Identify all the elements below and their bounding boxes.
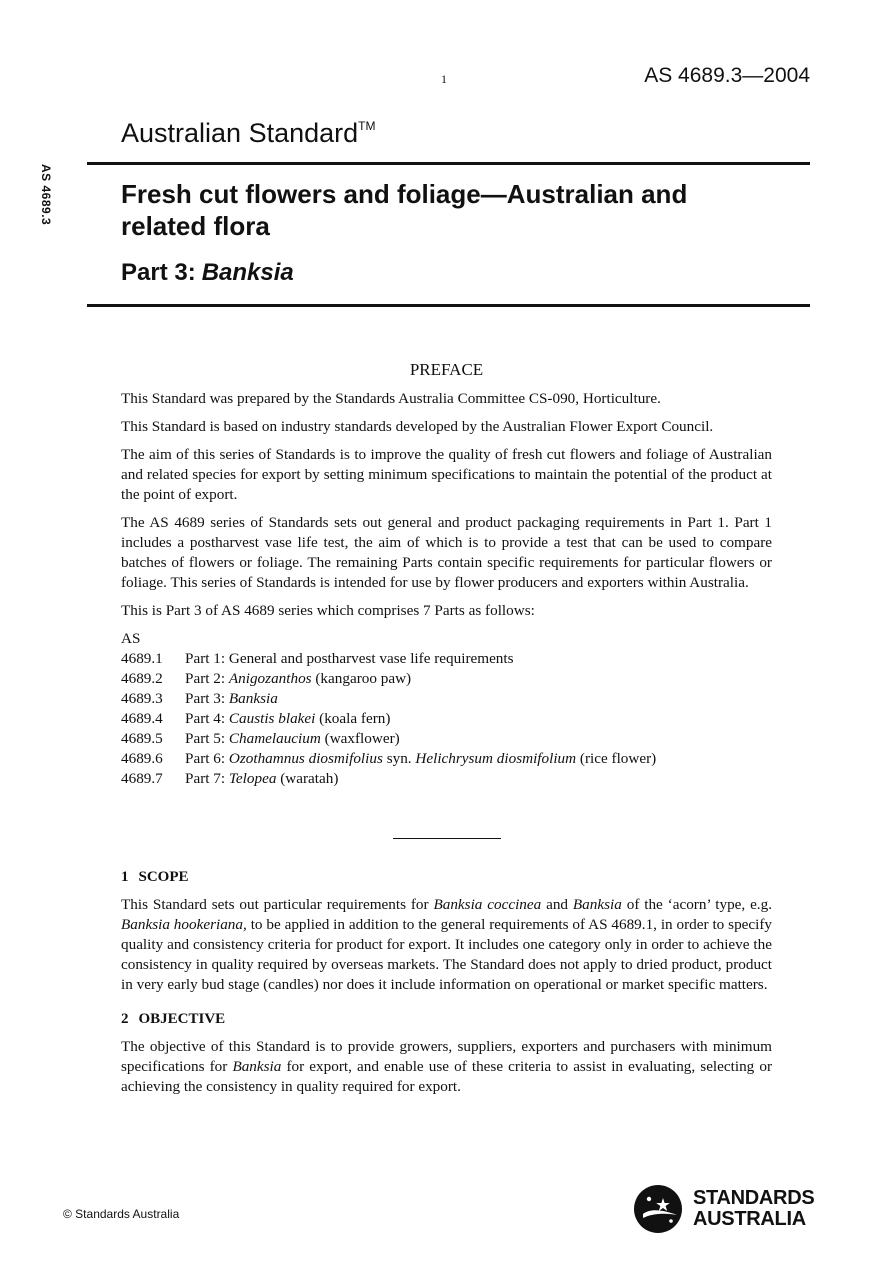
standard-label-text: Australian Standard	[121, 118, 359, 148]
part-title	[121, 259, 294, 287]
side-tab-doc-id: AS 4689.3	[39, 164, 53, 226]
footer-copyright: © Standards Australia	[63, 1207, 180, 1221]
section-title: SCOPE	[138, 869, 189, 885]
preface-heading: PREFACE	[409, 360, 484, 379]
part-description: Part 6: Ozothamnus diosmifolius syn. Helichrysum diosmifolium (rice flower)	[185, 750, 657, 767]
part-number: 4689.2	[121, 670, 163, 687]
parts-list-item	[121, 729, 772, 749]
preface-paragraph-2: This Standard is based on industry standards developed by the Australian Flower Export Council.	[121, 418, 714, 435]
part-number: 4689.3	[121, 690, 163, 707]
document-title	[121, 178, 801, 242]
scope-heading	[121, 867, 772, 887]
preface-paragraph-3: The aim of this series of Standards is to improve the quality of fresh cut flowers and foliage of Australian and related species for export by setting minimum specifications to maintain the potential of the product at the point of export.	[121, 446, 772, 503]
objective-heading	[121, 1009, 772, 1029]
standard-label	[121, 118, 375, 149]
title-rule-top	[87, 162, 810, 165]
part-prefix: Part 3:	[121, 259, 196, 286]
preface-paragraph-5: This is Part 3 of AS 4689 series which comprises 7 Parts as follows:	[121, 602, 535, 619]
scope-paragraph: This Standard sets out particular requirements for Banksia coccinea and Banksia of the ‘acorn’ type, e.g. Banksia hookeriana, to be applied in addition to the general requirements of AS 4689.1, in order to specify quality and consistency criteria for product for export. It includes one category only in order to achieve the consistency in quality required by overseas markets. The Standard does not apply to dried product, product in very early bud stage (candles) nor does it include information on operational or market specific matters.	[121, 896, 773, 993]
title-rule-bottom	[87, 304, 810, 307]
parts-list-item	[121, 669, 772, 689]
page-number: 1	[441, 72, 447, 86]
section-title: OBJECTIVE	[138, 1011, 226, 1027]
part-number: 4689.5	[121, 730, 163, 747]
part-number: 4689.4	[121, 710, 163, 727]
title-line-1: Fresh cut flowers and foliage—Australian and	[121, 179, 688, 209]
preface-paragraph-4: The AS 4689 series of Standards sets out general and product packaging requirements in Part 1. Part 1 includes a postharvest vase life test, the aim of which is to provide a test that can be used to compare batches of flowers or foliage. The remaining Parts contain specific requirements for particular flowers or foliage. This series of Standards is intended for use by flower producers and exporters within Australia.	[121, 514, 772, 591]
part-description: Part 4: Caustis blakei (koala fern)	[185, 710, 391, 727]
part-description: Part 5: Chamelaucium (waxflower)	[185, 730, 400, 747]
preface-paragraph-1: This Standard was prepared by the Standards Australia Committee CS-090, Horticulture.	[121, 390, 661, 407]
title-line-2: related flora	[121, 211, 270, 241]
trademark-mark: TM	[358, 119, 376, 133]
document-body	[121, 360, 772, 1105]
part-description: Part 3: Banksia	[185, 690, 278, 707]
section-number: 2	[121, 1011, 129, 1027]
objective-paragraph: The objective of this Standard is to provide growers, suppliers, exporters and purchasers with minimum specifications for Banksia for export, and enable use of these criteria to assist in evaluating, selecting or achieving the consistency in quality required for export.	[121, 1038, 773, 1095]
parts-list-item	[121, 689, 772, 709]
parts-list-item	[121, 649, 772, 669]
part-description: Part 2: Anigozanthos (kangaroo paw)	[185, 670, 412, 687]
logo-line-2: AUSTRALIA	[693, 1208, 806, 1230]
section-number: 1	[121, 869, 129, 885]
parts-list-item	[121, 749, 772, 769]
star-logo-icon	[633, 1184, 683, 1234]
part-description: Part 1: General and postharvest vase life requirements	[185, 650, 514, 667]
parts-list-header: AS	[121, 630, 141, 647]
section-divider	[393, 838, 501, 839]
part-number: 4689.7	[121, 770, 163, 787]
document-id: AS 4689.3—2004	[644, 64, 810, 87]
parts-list-item	[121, 769, 772, 789]
parts-list-item	[121, 709, 772, 729]
part-name: Banksia	[201, 259, 294, 286]
logo-line-1: STANDARDS	[693, 1187, 815, 1209]
part-number: 4689.6	[121, 750, 163, 767]
parts-list	[121, 629, 772, 789]
part-description: Part 7: Telopea (waratah)	[185, 770, 339, 787]
logo-wordmark	[693, 1188, 814, 1230]
standards-australia-logo	[633, 1184, 823, 1234]
part-number: 4689.1	[121, 650, 163, 667]
